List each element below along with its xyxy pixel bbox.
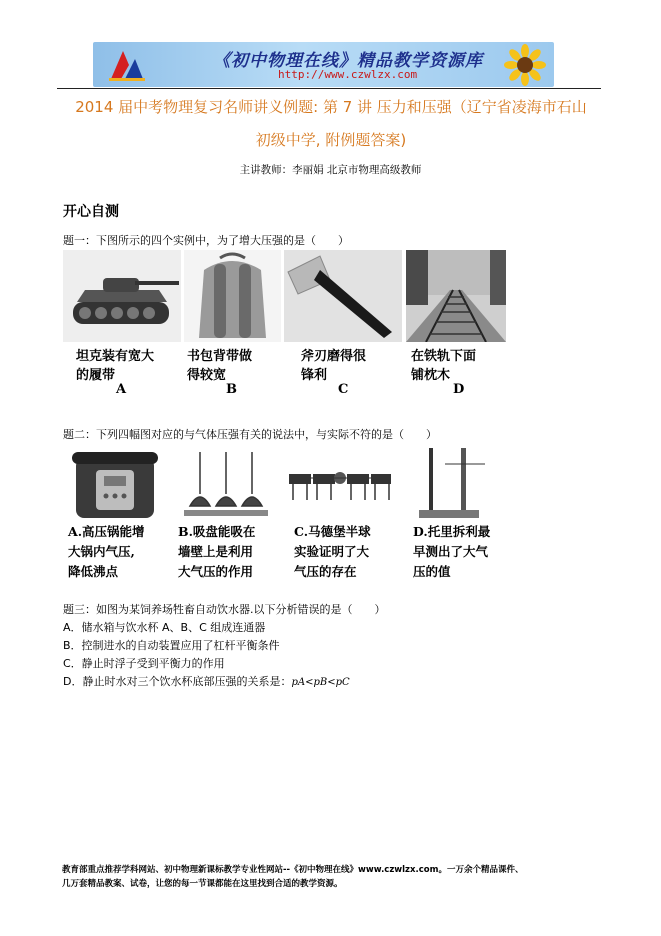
site-logo-icon: [107, 45, 147, 83]
magdeburg-hemispheres-icon: [285, 444, 395, 524]
q1-option-c-caption: 斧刃磨得很 锋利: [301, 349, 367, 383]
q1-option-d-letter: D: [453, 382, 465, 397]
pressure-cooker-icon: [68, 444, 163, 524]
suction-cup-icon: [180, 444, 272, 524]
axe-icon: [284, 250, 402, 342]
question-1-stem: 题一：下图所示的四个实例中，为了增大压强的是（ ）: [63, 234, 349, 247]
q1-image-railway: [406, 250, 506, 342]
teacher-line: 主讲教师：李丽娟 北京市物理高级教师: [239, 164, 422, 176]
page-title-line1: 2014 届中考物理复习名师讲义例题: 第 7 讲 压力和压强（辽宁省凌海市石山: [75, 98, 587, 116]
q2-option-a: A.高压锅能增 大锅内气压, 降低沸点: [68, 524, 145, 579]
header-rule: [57, 88, 601, 89]
question-3-stem: 题三：如图为某饲养场牲畜自动饮水器.以下分析错误的是（ ）: [63, 603, 386, 616]
footer-line2: 几万套精品教案、试卷，让您的每一节课都能在这里找到合适的教学资源。: [62, 879, 343, 889]
q3-formula: pA<pB<pC: [291, 677, 350, 688]
q3-option-a: A．储水箱与饮水杯 A、B、C 组成连通器: [63, 621, 266, 634]
question-2-stem: 题二：下列四幅图对应的与气体压强有关的说法中，与实际不符的是（ ）: [63, 428, 437, 441]
tank-icon: [63, 250, 181, 342]
q2-option-b: B.吸盘能吸在 墙壁上是利用 大气压的作用: [178, 524, 256, 579]
page-footer: [62, 863, 602, 891]
q1-image-axe: [284, 250, 402, 342]
page-title-line2: 初级中学, 附例题答案): [255, 131, 407, 149]
banner-url[interactable]: http://www.czwlzx.com: [278, 68, 418, 81]
q2-image-suction-cups: [180, 444, 272, 524]
q1-option-d-caption: 在铁轨下面 铺枕木: [411, 349, 477, 383]
q2-image-pressure-cooker: [68, 444, 163, 524]
q2-option-c: C.马德堡半球 实验证明了大 气压的存在: [294, 524, 371, 579]
backpack-icon: [184, 250, 281, 342]
footer-line1: 教育部重点推荐学科网站、初中物理新课标教学专业性网站--《初中物理在线》www.czwlzx.com。一万余个精品课件、: [62, 865, 524, 875]
section-heading: 开心自测: [63, 204, 119, 220]
q3-option-b: B．控制进水的自动装置应用了杠杆平衡条件: [63, 639, 280, 652]
q1-option-b-letter: B: [226, 382, 237, 397]
site-banner: [93, 42, 554, 87]
q1-image-backpack: [184, 250, 281, 342]
torricelli-tube-icon: [405, 444, 497, 524]
q1-option-a-letter: A: [116, 382, 127, 397]
banner-title: 《初中物理在线》精品教学资源库: [213, 51, 483, 71]
q2-option-d: D.托里拆利最 早测出了大气 压的值: [413, 524, 491, 579]
sunflower-icon: [504, 44, 546, 86]
q2-image-magdeburg: [285, 444, 395, 524]
q1-option-c-letter: C: [338, 382, 349, 397]
q1-option-b-caption: 书包背带做 得较宽: [187, 349, 253, 383]
page-title: [48, 91, 614, 157]
q2-image-torricelli: [405, 444, 497, 524]
railway-icon: [406, 250, 506, 342]
q3-option-d: D．静止时水对三个饮水杯底部压强的关系是：pA<pB<pC: [63, 675, 350, 688]
q1-image-tank: [63, 250, 181, 342]
q3-option-c: C．静止时浮子受到平衡力的作用: [63, 657, 225, 670]
q1-option-a-caption: 坦克装有宽大 的履带: [76, 349, 155, 383]
